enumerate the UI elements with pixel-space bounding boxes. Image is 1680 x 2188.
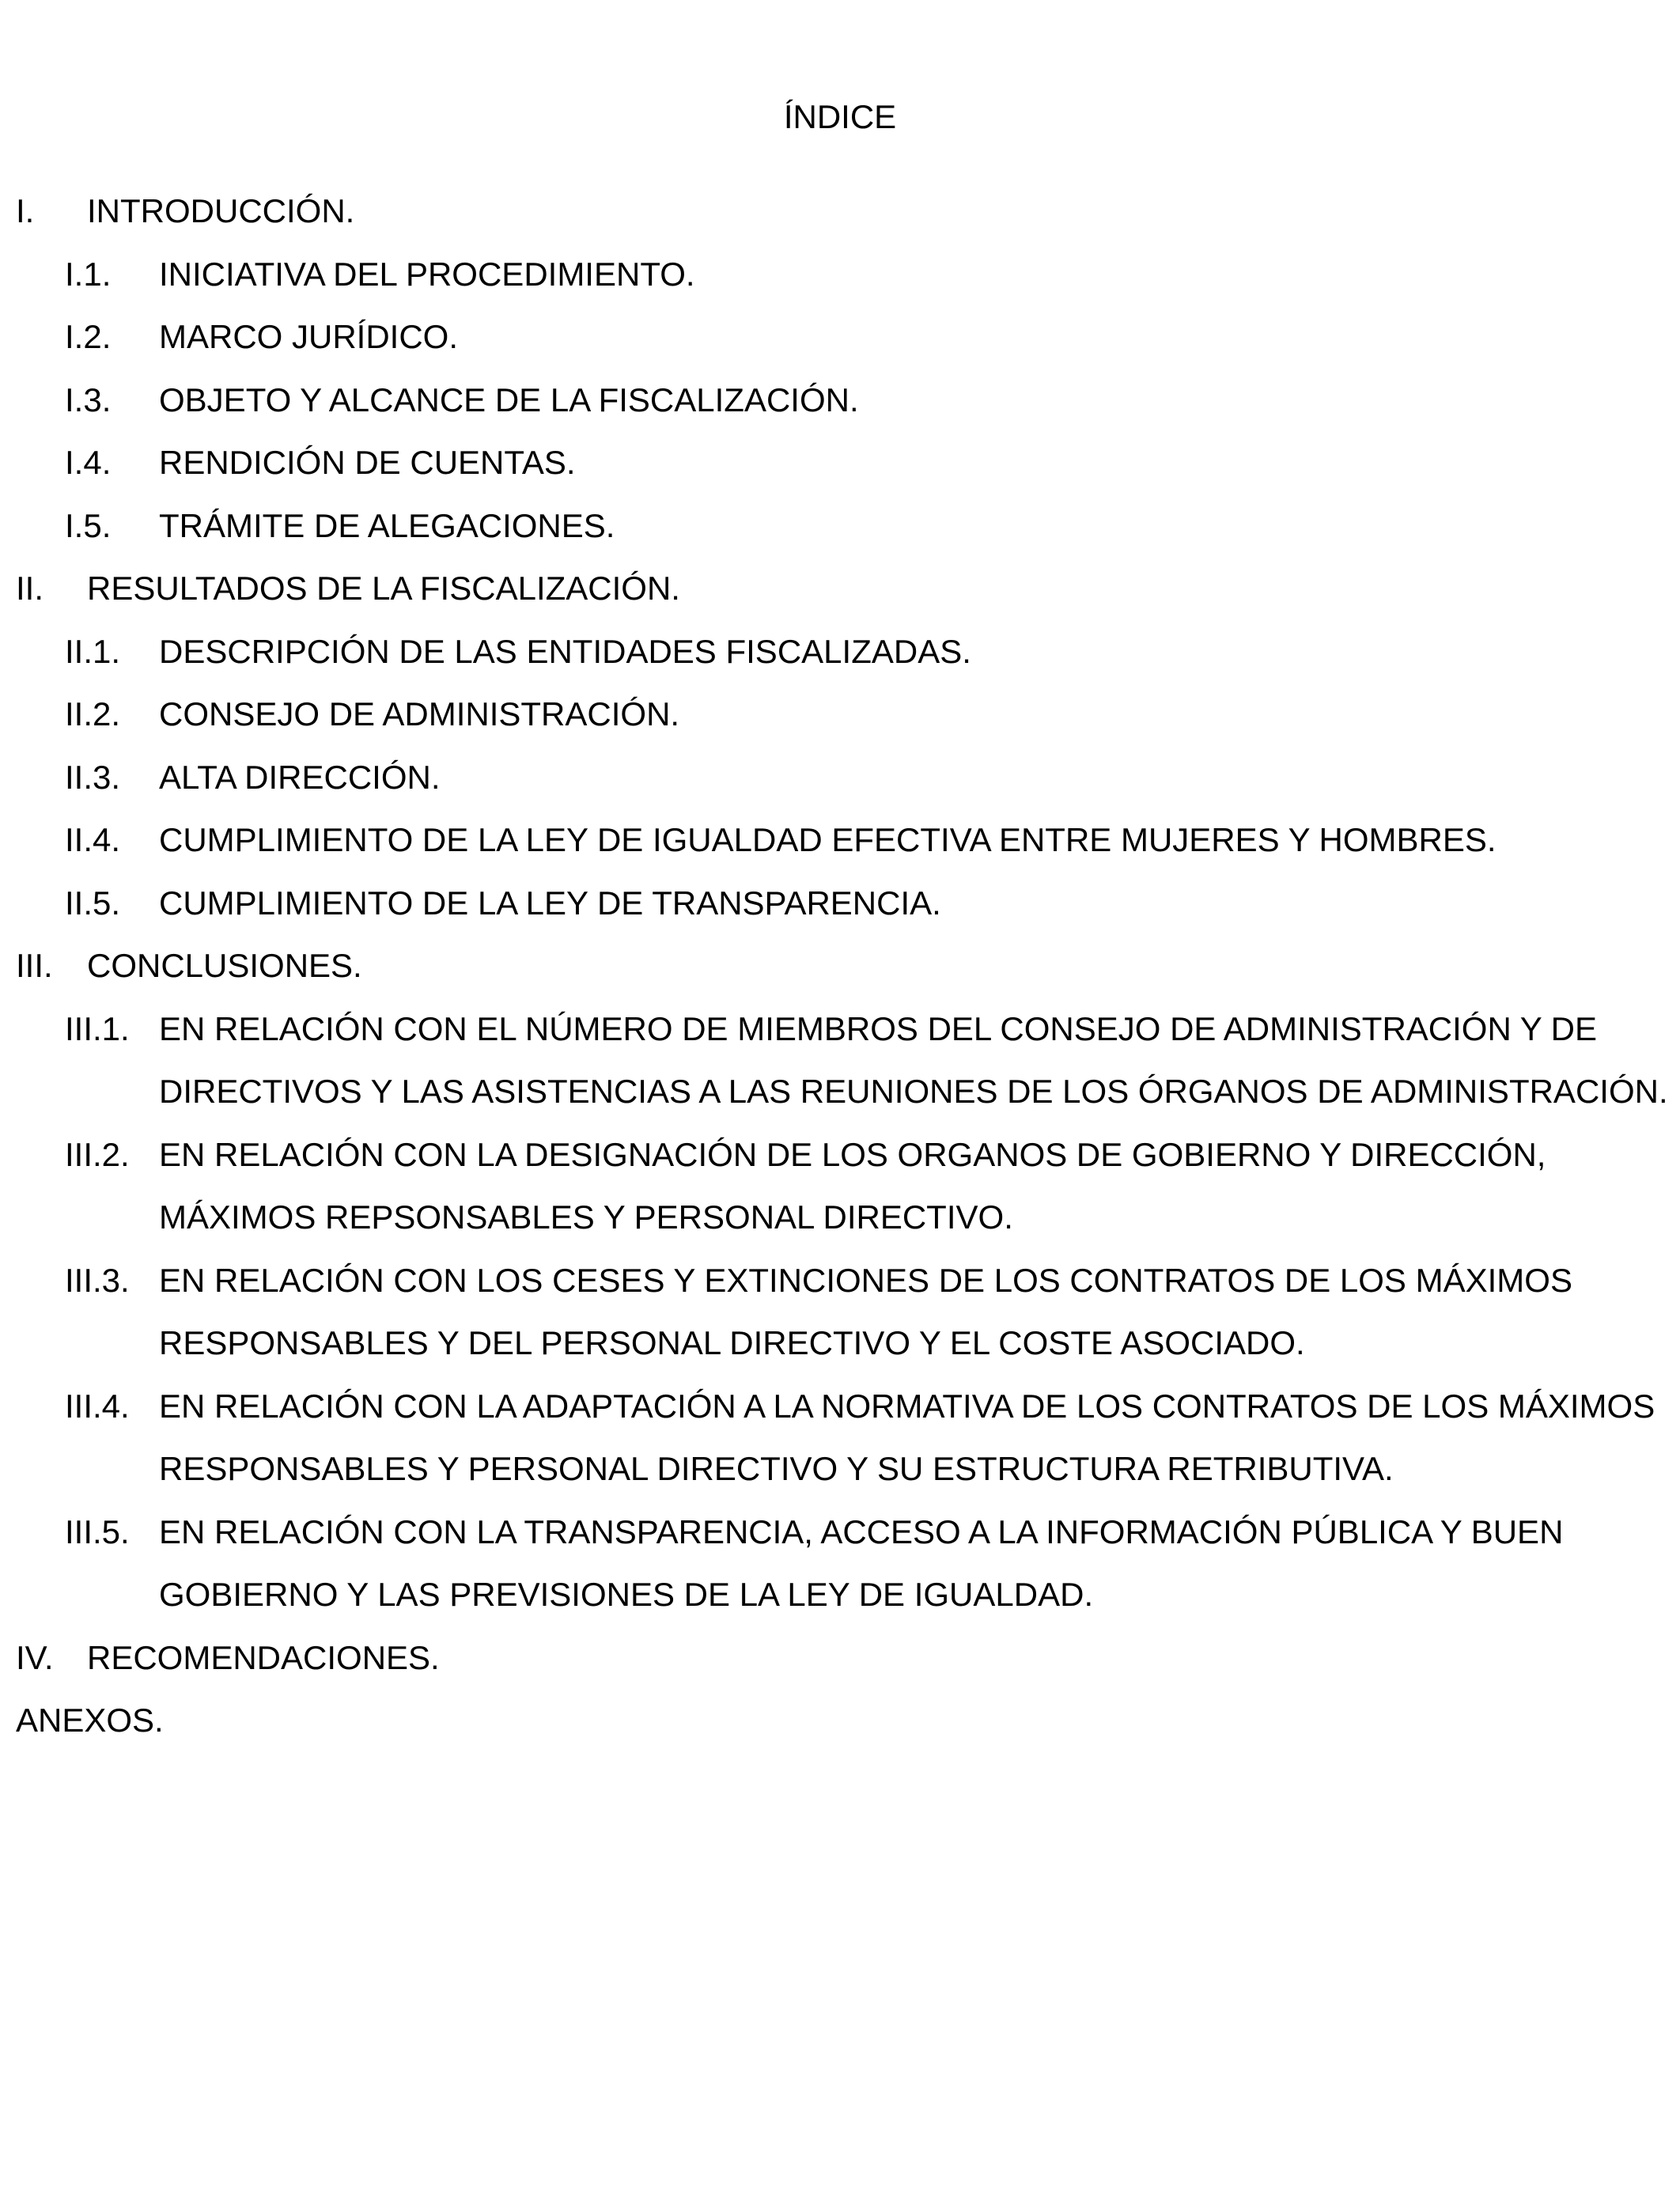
toc-section-introduccion [16,180,1669,243]
toc-number: I.5. [65,506,112,544]
toc-subsection-conclusion-3 [16,1249,1669,1375]
index-title: ÍNDICE [783,98,897,135]
toc-text: TRÁMITE DE ALEGACIONES. [159,506,615,544]
toc-subsection-alta-direccion [16,746,1669,809]
toc-number: I.2. [65,318,112,355]
toc-text: OBJETO Y ALCANCE DE LA FISCALIZACIÓN. [159,380,859,418]
toc-subsection-conclusion-1 [16,997,1669,1123]
toc-subsection-descripcion-entidades [16,620,1669,683]
toc-number: II.4. [65,821,121,858]
toc-number: II.3. [65,758,121,796]
toc-number: I. [16,192,35,229]
toc-text: RESULTADOS DE LA FISCALIZACIÓN. [87,570,680,607]
toc-subsection-objeto-alcance [16,369,1669,432]
toc-subsection-conclusion-2 [16,1123,1669,1249]
toc-subsection-conclusion-5 [16,1501,1669,1626]
toc-text: EN RELACIÓN CON EL NÚMERO DE MIEMBROS DEL CONSEJO DE ADMINISTRACIÓN Y DE DIRECTIVOS Y LAS ASISTENCIAS A LAS REUNIONES DE LOS ÓRGANOS DE ADMINISTRACIÓN. [159,1009,1668,1110]
toc-subsection-alegaciones [16,494,1669,558]
toc-number: III. [16,947,53,984]
toc-text: ALTA DIRECCIÓN. [159,758,441,796]
toc-text: CONCLUSIONES. [87,947,362,984]
toc-section-anexos [16,1689,1669,1752]
toc-number: I.4. [65,444,112,481]
toc-text: EN RELACIÓN CON LA TRANSPARENCIA, ACCESO A LA INFORMACIÓN PÚBLICA Y BUEN GOBIERNO Y LAS PREVISIONES DE LA LEY DE IGUALDAD. [159,1512,1564,1613]
toc-text: RECOMENDACIONES. [87,1638,440,1676]
toc-number: II. [16,570,44,607]
toc-number: IV. [16,1638,54,1676]
toc-number: III.1. [65,1009,130,1047]
toc-subsection-consejo [16,683,1669,746]
toc-text: CUMPLIMIENTO DE LA LEY DE IGUALDAD EFECTIVA ENTRE MUJERES Y HOMBRES. [159,821,1496,858]
toc-text: CONSEJO DE ADMINISTRACIÓN. [159,695,680,732]
toc-subsection-conclusion-4 [16,1375,1669,1501]
toc-section-conclusiones [16,934,1669,997]
toc-number: III.5. [65,1512,130,1550]
toc-number: III.2. [65,1135,130,1173]
toc-text: MARCO JURÍDICO. [159,318,458,355]
toc-text: EN RELACIÓN CON LA ADAPTACIÓN A LA NORMATIVA DE LOS CONTRATOS DE LOS MÁXIMOS RESPONSABLES Y PERSONAL DIRECTIVO Y SU ESTRUCTURA RETRIBUTIVA. [159,1387,1655,1487]
toc-subsection-ley-igualdad [16,808,1669,872]
toc-text: EN RELACIÓN CON LA DESIGNACIÓN DE LOS ORGANOS DE GOBIERNO Y DIRECCIÓN, MÁXIMOS REPSONSABLES Y PERSONAL DIRECTIVO. [159,1135,1546,1236]
toc-text: RENDICIÓN DE CUENTAS. [159,444,576,481]
toc-subsection-ley-transparencia [16,872,1669,935]
toc-number: I.1. [65,255,112,293]
toc-number: II.1. [65,632,121,670]
toc-section-recomendaciones [16,1626,1669,1690]
toc-text: INTRODUCCIÓN. [87,192,355,229]
toc-subsection-iniciativa [16,243,1669,306]
toc-subsection-rendicion-cuentas [16,431,1669,494]
toc-text: EN RELACIÓN CON LOS CESES Y EXTINCIONES DE LOS CONTRATOS DE LOS MÁXIMOS RESPONSABLES Y DEL PERSONAL DIRECTIVO Y EL COSTE ASOCIADO. [159,1261,1572,1361]
toc-number: III.3. [65,1261,130,1299]
toc-number: I.3. [65,380,112,418]
table-of-contents [16,180,1669,1752]
toc-number: III.4. [65,1387,130,1425]
toc-text: ANEXOS. [16,1702,164,1739]
toc-text: INICIATIVA DEL PROCEDIMIENTO. [159,255,695,293]
toc-number: II.5. [65,884,121,922]
toc-text: DESCRIPCIÓN DE LAS ENTIDADES FISCALIZADAS. [159,632,971,670]
toc-subsection-marco-juridico [16,305,1669,369]
toc-text: CUMPLIMIENTO DE LA LEY DE TRANSPARENCIA. [159,884,941,922]
toc-section-resultados [16,557,1669,620]
toc-number: II.2. [65,695,121,732]
